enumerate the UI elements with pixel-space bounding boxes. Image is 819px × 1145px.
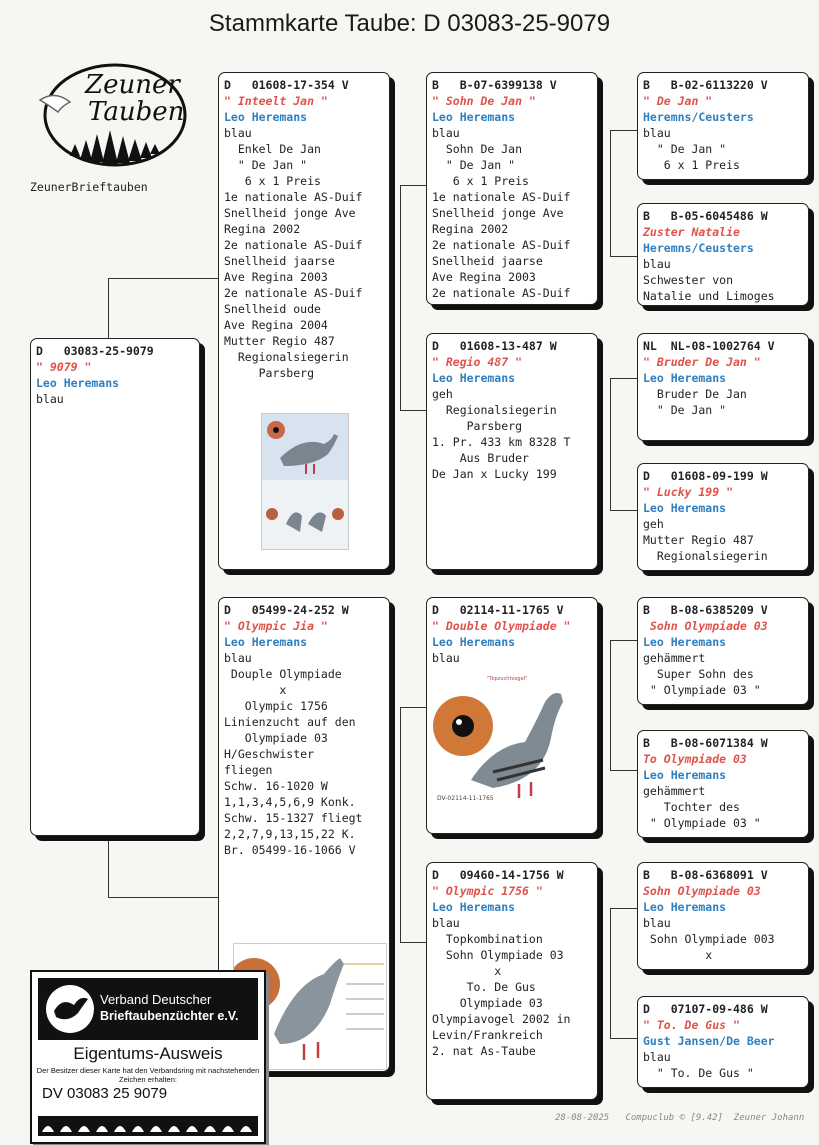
card-ffm[interactable]: B B-05-6045486 W Zuster Natalie Heremns/Ceusters blau Schwester von Natalie und Limoges	[637, 203, 809, 306]
svg-text:DV-02114-11-1765: DV-02114-11-1765	[437, 795, 494, 802]
card-mother[interactable]: D 05499-24-252 W " Olympic Jia " Leo Heremans blau Douple Olympiade x Olympic 1756 Linienzucht auf den Olympiade 03 H/Geschwister fliegen Schw. 16-1020 W 1,1,3,4,5,6,9 Konk. Schw. 15-1327 fliegt 2,2,7,9,13,15,22 K. Br. 05499-16-1066 V	[218, 597, 390, 1072]
card-mm[interactable]: D 09460-14-1756 W " Olympic 1756 " Leo Heremans blau Topkombination Sohn Olympiade 03 x To. De Gus Olympiade 03 Olympiavogel 2002 in Levin/Frankreich 2. nat As-Taube	[426, 862, 598, 1100]
father-photo	[261, 413, 349, 550]
svg-text:"Topzuchtvogel": "Topzuchtvogel"	[487, 676, 528, 682]
card-father[interactable]: D 01608-17-354 V " Inteelt Jan " Leo Heremans blau Enkel De Jan " De Jan " 6 x 1 Preis 1e nationale AS-Duif Snellheid jonge Ave Regina 2002 2e nationale AS-Duif Snellheid jaarse Ave Regina 2003 2e nationale AS-Duif Snellheid oude Ave Regina 2004 Mutter Regio 487 Regionalsiegerin Parsberg	[218, 72, 390, 570]
card-mff[interactable]: B B-08-6385209 V Sohn Olympiade 03 Leo Heremans gehämmert Super Sohn des " Olympiade 03 "	[637, 597, 809, 705]
card-fmm[interactable]: D 01608-09-199 W " Lucky 199 " Leo Heremans geh Mutter Regio 487 Regionalsiegerin	[637, 463, 809, 571]
mf-photo	[433, 676, 591, 810]
ring-number: DV 03083 25 9079	[42, 1085, 168, 1102]
card-fmf[interactable]: NL NL-08-1002764 V " Bruder De Jan " Leo Heremans Bruder De Jan " De Jan "	[637, 333, 809, 441]
card-mfm[interactable]: B B-08-6071384 W To Olympiade 03 Leo Heremans gehämmert Tochter des " Olympiade 03 "	[637, 730, 809, 838]
card-mmm[interactable]: D 07107-09-486 W " To. De Gus " Gust Jansen/De Beer blau " To. De Gus "	[637, 996, 809, 1088]
org-name-line1: Verband Deutscher	[100, 992, 212, 1007]
logo-caption: ZeunerBrieftauben	[30, 180, 148, 194]
ownership-card-header	[38, 978, 258, 1040]
logo-text-line1: Zeuner	[85, 70, 180, 100]
dove-emblem-icon	[44, 983, 96, 1035]
ownership-card	[30, 970, 266, 1144]
footer-info: 28-08-2025 Compuclub © [9.42] Zeuner Johann	[555, 1113, 805, 1123]
card-mmf[interactable]: B B-08-6368091 V Sohn Olympiade 03 Leo Heremans blau Sohn Olympiade 003 x	[637, 862, 809, 970]
ownership-card-title: Eigentums-Ausweis	[73, 1044, 223, 1063]
card-mf[interactable]: D 02114-11-1765 V " Double Olympiade " Leo Heremans blau DV-02114-11-1765 "Topzuchtvogel"	[426, 597, 598, 834]
ownership-card-band	[38, 1116, 258, 1136]
card-fm[interactable]: D 01608-13-487 W " Regio 487 " Leo Heremans geh Regionalsiegerin Parsberg 1. Pr. 433 km 8328 T Aus Bruder De Jan x Lucky 199	[426, 333, 598, 570]
logo-text-line2: Tauben	[88, 97, 185, 127]
ownership-card-subtitle: Der Besitzer dieser Karte hat den Verbandsring mit nachstehenden Zeichen erhalten:	[36, 1066, 260, 1084]
card-fff[interactable]: B B-02-6113220 V " De Jan " Heremns/Ceusters blau " De Jan " 6 x 1 Preis	[637, 72, 809, 180]
zeuner-logo	[30, 60, 190, 170]
org-name-line2: Brieftaubenzüchter e.V.	[100, 1009, 239, 1023]
card-ff[interactable]: B B-07-6399138 V " Sohn De Jan " Leo Heremans blau Sohn De Jan " De Jan " 6 x 1 Preis 1e nationale AS-Duif Snellheid jonge Ave Regina 2002 2e nationale AS-Duif Snellheid jaarse Ave Regina 2003 2e nationale AS-Duif	[426, 72, 598, 305]
card-main[interactable]: D 03083-25-9079 " 9079 " Leo Heremans blau	[30, 338, 200, 836]
page-title: Stammkarte Taube: D 03083-25-9079	[208, 10, 611, 37]
